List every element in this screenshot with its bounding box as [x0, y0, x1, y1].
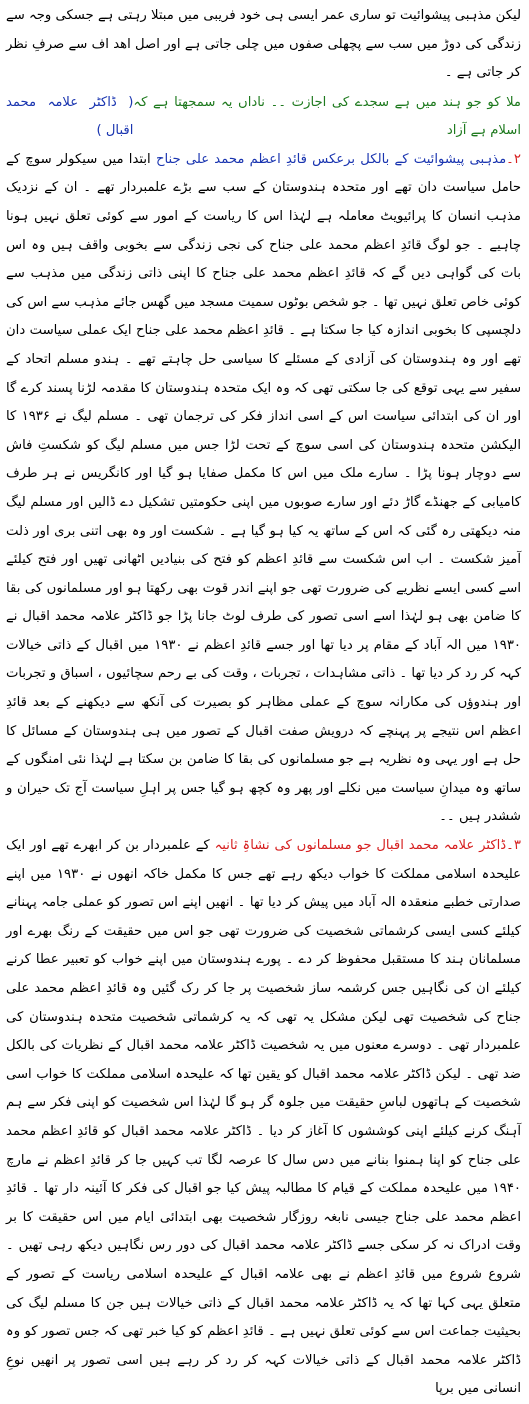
quote-verse: ملا کو جو ہند میں ہے سجدے کی اجازت ۔۔ ناداں یہ سمجھتا ہے کہ اسلام ہے آزاد — [133, 94, 521, 138]
section-3-body: کے علمبردار بن کر ابھرے تھے اور ایک علیحدہ اسلامی مملکت کا خواب دیکھ رہے تھے جس کا مکمل خاکہ انھوں نے — [6, 838, 521, 882]
section-3-paragraph — [6, 832, 521, 1404]
section-2-body-3: میں الہ آباد کے مقام پر دیا تھا اور جسے قائدِ اعظم نے — [182, 637, 493, 653]
section-2-body-2: کا الیکشن متحدہ ہندوستان کی اسی سوچ کے تحت لڑا جس میں مسلم لیگ کو شکستِ فاش سے دوچار ہونا پڑا ۔ سارے ملک میں اس کا مکمل صفایا ہو گیا اور کانگریس نے ہر طرف کامیابی کے جھنڈے گاڑ دئے اور سارے صوبوں میں اپنی حکومتیں تشکیل دے ڈالیں اور مسلم لیگ منہ دیکھتی رہ گئی کہ اس کے ساتھ یہ کیا ہو گیا ہے ۔ شکست اور وہ بھی اتنی بری اور ذلت آمیز شکست ۔ اب اس شکست سے قائدِ اعظم کو فتح کی بنیادیں اٹھانی تھیں اور فتح کیلئے اسے کسی ایسے نظریے کی ضرورت تھی جو اپنے اندر قوت بھی رکھتا ہو اور مسلمانوں کی بقا کا ضامن بھی ہو لہٰذا اسے اسی تصور کی طرف لوٹ جانا پڑا جو ڈاکٹر علامہ محمد اقبال نے — [6, 409, 521, 625]
section-2-body: ابتدا میں سیکولر سوچ کے حامل سیاست دان تھے اور متحدہ ہندوستان کے سب سے بڑے علمبردار تھے ۔ ان کے نزدیک مذہب انسان کا پرائیویٹ معاملہ ہے لہٰذا اس کا ریاست کے امور سے کوئی تعلق نہیں ہونا چاہیے ۔ جو لوگ قائدِ اعظم محمد علی جناح کی نجی زندگی سے بخوبی واقف ہیں وہ اس بات کی گواہی دیں گے کہ قائدِ اعظم محمد علی جناح کا اپنی ذاتی زندگی میں مذہب سے کوئی خاص تعلق نہیں تھا ۔ جو شخص بوٹوں سمیت مسجد میں گھس جائے مذہب سے اس کی دلچسپی کا بخوبی اندازہ کیا جا سکتا ہے ۔ قائدِ اعظم محمد علی جناح ایک عملی سیاست دان تھے اور وہ ہندوستان کی آزادی کے مسئلے کا سیاسی حل چاہتے تھے ۔ ہندو مسلم اتحاد کے سفیر سے یہی توقع کی جا سکتی تھی کہ وہ ایک متحدہ ہندوستان کا مقدمہ لڑنا پسند کرے گا اور ان کی ابتدائی سیاست اس کے اسی انداز فکر کی ترجمان تھی ۔ مسلم لیگ نے — [6, 151, 521, 425]
section-3-number: ۳۔ — [506, 838, 521, 854]
section-3-heading: ڈاکٹر علامہ محمد اقبال جو مسلمانوں کی نشاۃِ ثانیہ — [214, 838, 507, 854]
section-2-year-1: ۱۹۳۶ — [21, 409, 50, 425]
section-3-body-3: میں علیحدہ مملکت کے قیام کا مطالبہ پیش کیا جو اقبال کی فکر کا آئینہ دار تھا ۔ قائدِ اعظم محمد علی جناح جیسی نابغہ روزگار شخصیت بھی ابتدائی ایام میں اس حقیقت کا بر وقت ادراک نہ کر سکی جسے ڈاکٹر علامہ محمد اقبال کی دور رس نگاہیں دیکھ رہی تھیں ۔ شروع شروع میں قائدِ اعظم نے بھی علامہ اقبال کے علیحدہ اسلامی ریاست کے تصور کے متعلق یہی کہا تھا کہ یہ ڈاکٹر علامہ محمد اقبال کے ذاتی خیالات ہیں جن کا مسلم لیگ کی بحیثیت جماعت اس سے کوئی تعلق نہیں ہے ۔ قائدِ اعظم کو کیا خبر تھی کہ جس تصور کو وہ ڈاکٹر علامہ محمد اقبال کے ذاتی خیالات کہہ کر رد کر رہے ہیں اسی تصور پر انھیں نوعِ انسانی میں برپا — [6, 1181, 521, 1397]
section-3-year-1: ۱۹۳۰ — [56, 866, 86, 882]
intro-paragraph: لیکن مذہبی پیشوائیت تو ساری عمر ایسی ہی خود فریبی میں مبتلا رہتی ہے جسکی وجہ سے زندگی کی دوڑ میں سب سے پچھلی صفوں میں چلی جاتی ہے اور اصل اھد اف سے صرفِ نظر کر جاتی ہے ۔ — [6, 8, 521, 81]
section-2-paragraph — [6, 146, 521, 832]
quote-citation: ( ڈاکٹر علامہ محمد اقبال ) — [6, 94, 134, 138]
section-2-year-3: ۱۹۳۰ — [154, 637, 183, 653]
poetry-quote — [6, 89, 521, 145]
section-2-number: ۲۔ — [506, 151, 521, 167]
section-2-year-2: ۱۹۳۰ — [492, 637, 521, 653]
section-3-year-2: ۱۹۴۰ — [492, 1181, 521, 1197]
section-2-body-4: میں اقبال کے ذاتی خیالات کہہ کر رد کر دیا تھا ۔ ذاتی مشاہدات ، تجربات ، وقت کی بے رحم سچائیوں ، اسباق و تجربات اور ہندوؤں کی مکارانہ سوچ کے عملی مظاہر کو بصیرت کی آنکھ سے دیکھنے کے بعد قائدِ اعظم اس نتیجے پر پہنچے کہ درویش صفت اقبال کے تصور میں ہی ہندوستان کے مسائل کا حل ہے اور یہی وہ نظریہ ہے جو مسلمانوں کی بقا کا ضامن بن سکتا ہے لہٰذا نئی امنگوں کے ساتھ وہ میدانِ سیاست میں نکلے اور پھر وہ کچھ ہو گیا جس پر اہلِ سیاست آج تک حیران و ششدر ہیں ۔۔ — [6, 637, 521, 825]
section-3-body-2: میں اپنے صدارتی خطبے منعقدہ الہ آباد میں پیش کر دیا تھا ۔ انھیں اپنے اس تصور کو عملی جامہ پہنانے کیلئے کسی ایسی کرشماتی شخصیت کی ضرورت تھی جو اس میں حقیقت کے رنگ بھرے اور مسلمانان ہند کا مستقبل محفوظ کر دے ۔ پورے ہندوستان میں اپنے خواب کو تعبیر عطا کرنے کیلئے ان کی نگاہیں جس کرشمہ ساز شخصیت پر جا کر رک گئیں وہ قائدِ اعظم محمد علی جناح کی شخصیت تھی لیکن مشکل یہ تھی کہ یہ کرشماتی شخصیت متحدہ ہندوستان کی علمبردار تھی ۔ دوسرے معنوں میں یہ شخصیت ڈاکٹر علامہ محمد اقبال کے نظریات کی بالکل ضد تھی ۔ لیکن ڈاکٹر علامہ محمد اقبال کو یقین تھا کہ علیحدہ اسلامی مملکت کا خواب اسی شخصیت کے ہاتھوں لباسِ حقیقت میں جلوہ گر ہو گا لہٰذا اس شخصیت کو اپنی فکر سے ہم آہنگ کرنے کیلئے اپنی کوششوں کا آغاز کر دیا ۔ ڈاکٹر علامہ محمد اقبال کو قائدِ اعظم محمد علی جناح کو اپنا ہمنوا بنانے میں دس سال کا عرصہ لگا تب کہیں جا کر قائدِ اعظم نے مارچ — [6, 866, 521, 1168]
section-2-heading: مذہبی پیشوائیت کے بالکل برعکس قائدِ اعظم محمد علی جناح — [155, 151, 507, 167]
